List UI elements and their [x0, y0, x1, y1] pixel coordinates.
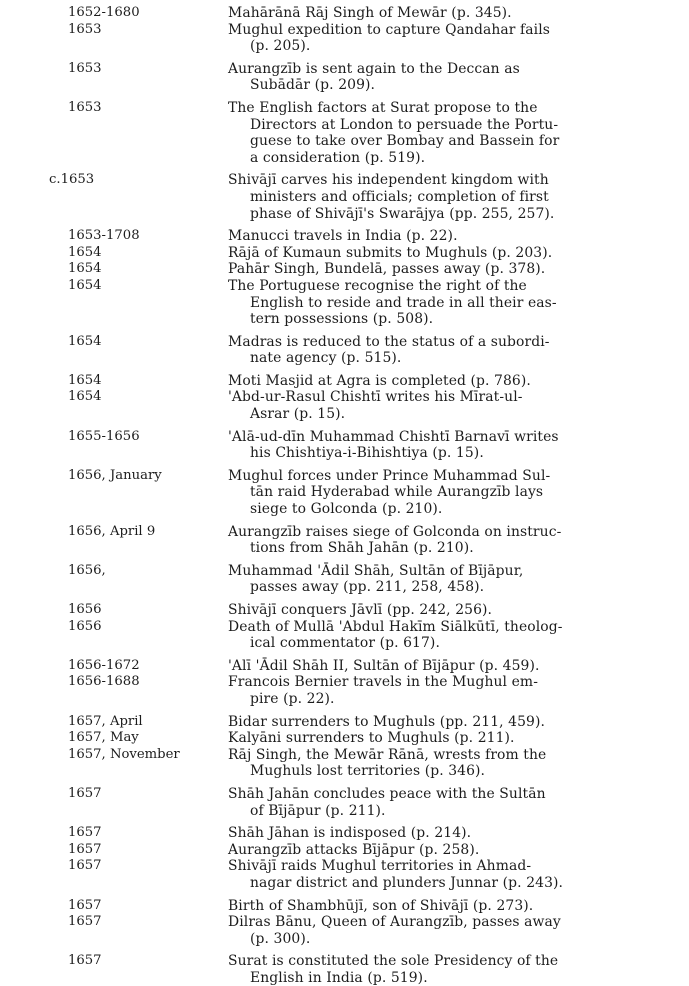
event-line: Surat is constituted the sole Presidency of the: [228, 953, 559, 970]
chronology-entry: [0, 228, 689, 245]
entry-date: 1654: [68, 261, 102, 277]
entry-event: [228, 389, 614, 422]
entry-event: [228, 619, 614, 652]
chronology-entry: [0, 619, 689, 652]
chronology-entry: [0, 825, 689, 842]
chronology-entry: [0, 786, 689, 819]
entry-date: 1653: [68, 60, 102, 76]
chronology-entry: [0, 172, 689, 222]
entry-date: 1654: [68, 389, 102, 405]
entry-date: 1654: [68, 277, 102, 293]
event-line: (p. 300).: [250, 930, 311, 947]
event-line: 'Abd-ur-Rasul Chishtī writes his Mīrat-ul-: [228, 389, 523, 406]
chronology-entry: [0, 842, 689, 859]
chronology-entry: [0, 858, 689, 891]
event-line: English to reside and trade in all their eas-: [250, 294, 557, 311]
entry-event: [228, 468, 614, 518]
event-line: Pahār Singh, Bundelā, passes away (p. 378).: [228, 261, 546, 278]
event-line: guese to take over Bombay and Bassein for: [250, 133, 560, 150]
event-line: Directors at London to persuade the Portu-: [250, 116, 559, 133]
entry-event: [228, 747, 614, 780]
chronology-entry: [0, 429, 689, 462]
event-line: ministers and officials; completion of first: [250, 188, 549, 205]
entry-date: 1654: [68, 372, 102, 388]
entry-event: [228, 730, 614, 747]
event-line: Shivājī raids Mughul territories in Ahmad-: [228, 858, 532, 875]
chronology-entry: [0, 22, 689, 55]
entry-date: 1654: [68, 244, 102, 260]
entry-date: 1657: [68, 785, 102, 801]
event-line: nate agency (p. 515).: [250, 350, 402, 367]
entry-event: [228, 714, 614, 731]
event-line: tān raid Hyderabad while Aurangzīb lays: [250, 484, 544, 501]
entry-event: [228, 172, 614, 222]
event-line: Aurangzīb attacks Bījāpur (p. 258).: [228, 841, 480, 858]
entry-event: [228, 22, 614, 55]
event-line: The English factors at Surat propose to the: [228, 99, 538, 116]
event-line: pire (p. 22).: [250, 690, 335, 707]
chronology-entry: [0, 658, 689, 675]
event-line: English in India (p. 519).: [250, 969, 428, 986]
entry-event: [228, 786, 614, 819]
event-line: Francois Bernier travels in the Mughul em-: [228, 674, 538, 691]
entry-date: 1656: [68, 602, 102, 617]
event-line: Shāh Jāhan is indisposed (p. 214).: [228, 825, 472, 842]
entry-date: 1656-1672: [68, 657, 140, 673]
chronology-entry: [0, 674, 689, 707]
chronology-entry: [0, 524, 689, 557]
chronology-entry: [0, 5, 689, 22]
event-line: Rājā of Kumaun submits to Mughuls (p. 203).: [228, 244, 553, 261]
entry-date: 1652-1680: [68, 5, 140, 20]
event-line: Aurangzīb raises siege of Golconda on instruc-: [228, 523, 562, 540]
chronology-entry: [0, 261, 689, 278]
entry-date: 1657: [68, 897, 102, 913]
event-line: Mughul forces under Prince Muhammad Sul-: [228, 467, 551, 484]
entry-event: [228, 563, 614, 596]
event-line: Aurangzīb is sent again to the Deccan as: [228, 60, 520, 77]
event-line: Madras is reduced to the status of a subordi-: [228, 333, 550, 350]
entry-event: [228, 842, 614, 859]
entry-event: [228, 858, 614, 891]
entry-date: 1657: [68, 953, 102, 969]
event-line: Mughuls lost territories (p. 346).: [250, 763, 486, 780]
entry-date: 1656, April 9: [68, 523, 156, 539]
event-line: Moti Masjid at Agra is completed (p. 786).: [228, 372, 531, 389]
event-line: Bidar surrenders to Mughuls (pp. 211, 459).: [228, 713, 546, 730]
event-line: ical commentator (p. 617).: [250, 635, 440, 652]
entry-date: 1657, April: [68, 713, 143, 729]
entry-date: 1657, May: [68, 730, 139, 746]
event-line: Muhammad 'Ādil Shāh, Sultān of Bījāpur,: [228, 562, 524, 579]
chronology-entry: [0, 953, 689, 986]
chronology-entry: [0, 373, 689, 390]
entry-date: 1657: [68, 858, 102, 874]
chronology-entry: [0, 334, 689, 367]
entry-event: [228, 429, 614, 462]
event-line: 'Alā-ud-dīn Muhammad Chishtī Barnavī writes: [228, 428, 559, 445]
entry-event: [228, 278, 614, 328]
entry-date: 1653-1708: [68, 228, 140, 244]
event-line: tions from Shāh Jahān (p. 210).: [250, 540, 474, 557]
entry-date: 1657: [68, 825, 102, 841]
event-line: Asrar (p. 15).: [250, 406, 346, 423]
entry-event: [228, 825, 614, 842]
event-line: Death of Mullā 'Abdul Hakīm Siālkūtī, theolog-: [228, 618, 563, 635]
event-line: a consideration (p. 519).: [250, 149, 426, 166]
entry-event: [228, 5, 614, 22]
event-line: Rāj Singh, the Mewār Rānā, wrests from the: [228, 746, 547, 763]
event-line: his Chishtiya-i-Bihishtiya (p. 15).: [250, 445, 484, 462]
entry-event: [228, 228, 614, 245]
chronology-entry: [0, 563, 689, 596]
event-line: Mughul expedition to capture Qandahar fails: [228, 21, 550, 38]
chronology-entry: [0, 389, 689, 422]
entry-event: [228, 373, 614, 390]
event-line: Manucci travels in India (p. 22).: [228, 228, 458, 245]
event-line: tern possessions (p. 508).: [250, 311, 434, 328]
entry-event: [228, 953, 614, 986]
event-line: nagar district and plunders Junnar (p. 243).: [250, 874, 564, 891]
entry-date: 1657: [68, 841, 102, 857]
event-line: siege to Golconda (p. 210).: [250, 501, 443, 518]
event-line: of Bījāpur (p. 211).: [250, 802, 386, 819]
chronology-entry: [0, 245, 689, 262]
entry-event: [228, 914, 614, 947]
entry-date: 1656, January: [68, 467, 162, 483]
event-line: (p. 205).: [250, 38, 311, 55]
entry-date: 1654: [68, 333, 102, 349]
chronology-entry: [0, 914, 689, 947]
entry-event: [228, 334, 614, 367]
entry-date: 1657: [68, 914, 102, 930]
entry-event: [228, 602, 614, 619]
entry-date: 1655-1656: [68, 428, 140, 444]
event-line: Shāh Jahān concludes peace with the Sultān: [228, 785, 546, 802]
chronology-entry: [0, 61, 689, 94]
entry-event: [228, 524, 614, 557]
entry-date: 1656,: [68, 562, 106, 578]
entry-date: 1657, November: [68, 746, 180, 762]
event-line: The Portuguese recognise the right of the: [228, 277, 527, 294]
chronology-page: [0, 5, 689, 986]
chronology-entry: [0, 714, 689, 731]
event-line: Kalyāni surrenders to Mughuls (p. 211).: [228, 730, 515, 747]
entry-date: 1656-1688: [68, 674, 140, 690]
event-line: passes away (pp. 211, 258, 458).: [250, 579, 485, 596]
entry-event: [228, 245, 614, 262]
entry-date: c.1653: [49, 172, 95, 188]
entry-date: 1653: [68, 99, 102, 115]
chronology-entry: [0, 100, 689, 166]
event-line: Subādār (p. 209).: [250, 77, 376, 94]
chronology-entry: [0, 602, 689, 619]
chronology-entry: [0, 747, 689, 780]
event-line: Shivājī conquers Jāvlī (pp. 242, 256).: [228, 602, 493, 618]
chronology-entry: [0, 278, 689, 328]
event-line: Birth of Shambhūjī, son of Shivājī (p. 273).: [228, 897, 534, 914]
entry-date: 1653: [68, 21, 102, 37]
event-line: 'Alī 'Ādil Shāh II, Sultān of Bījāpur (p. 459).: [228, 657, 540, 674]
event-line: Mahārānā Rāj Singh of Mewār (p. 345).: [228, 5, 512, 21]
entry-event: [228, 658, 614, 675]
chronology-entry: [0, 730, 689, 747]
chronology-entry: [0, 468, 689, 518]
event-line: Shivājī carves his independent kingdom with: [228, 172, 549, 189]
entry-date: 1656: [68, 618, 102, 634]
event-line: Dilras Bānu, Queen of Aurangzīb, passes away: [228, 914, 561, 931]
entry-event: [228, 674, 614, 707]
entry-event: [228, 100, 614, 166]
event-line: phase of Shivājī's Swarājya (pp. 255, 257).: [250, 205, 555, 222]
entry-event: [228, 61, 614, 94]
entry-event: [228, 261, 614, 278]
